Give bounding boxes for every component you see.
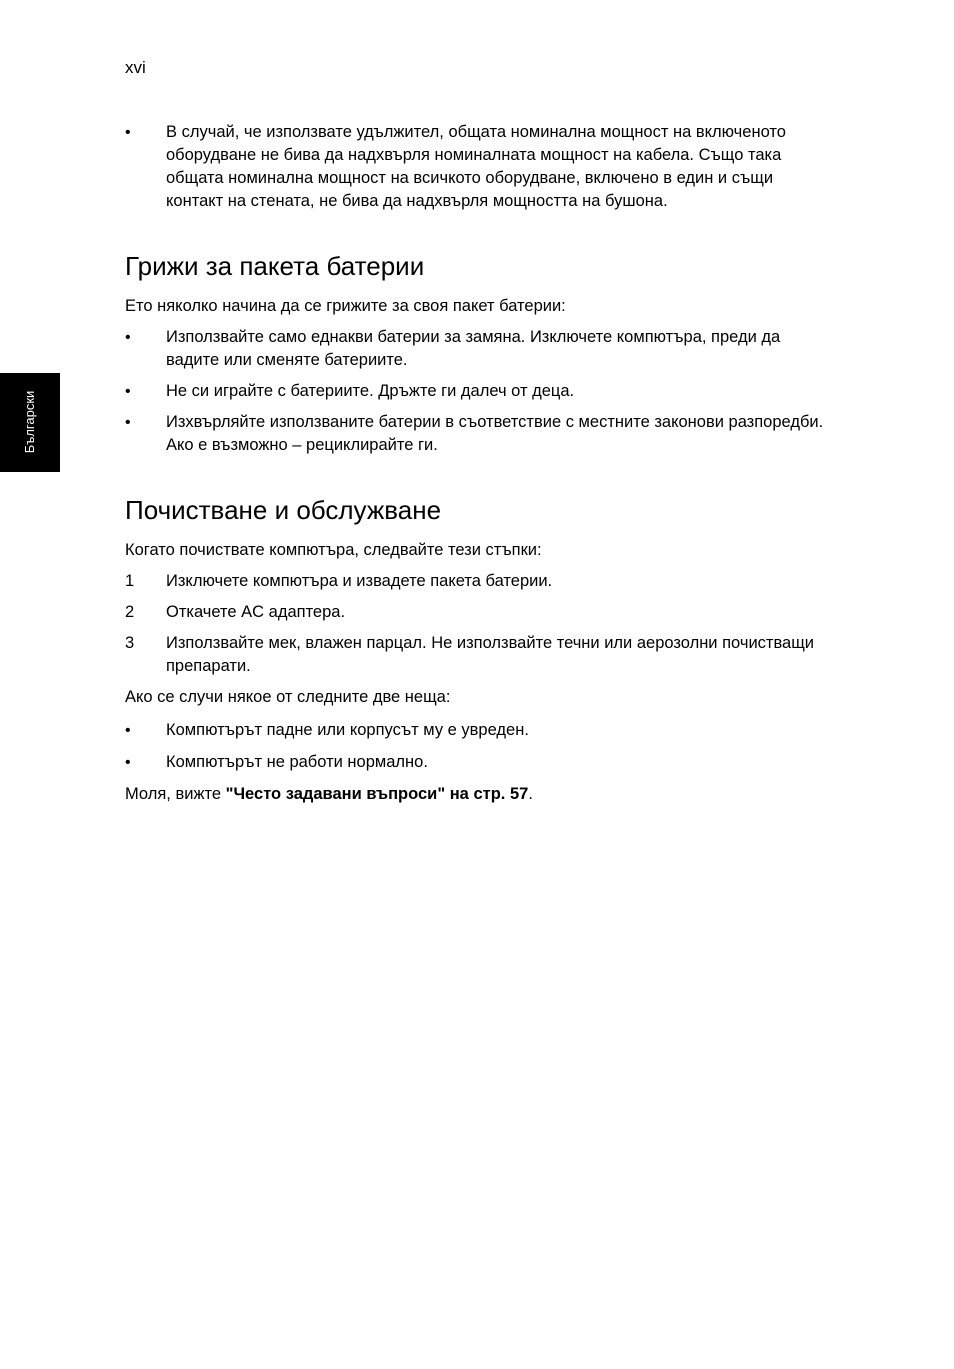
list-item <box>125 751 825 774</box>
list-item-text: В случай, че използвате удължител, общата номинална мощност на включеното оборудване не бива да надхвърля номиналната мощност на кабела. Също така общата номинална мощност на всичкото оборудване, включено в един и същи контакт на стената, не бива да надхвърля мощността на бушона. <box>166 123 786 210</box>
list-item <box>125 632 825 678</box>
page-number: xvi <box>125 58 146 77</box>
cleaning-heading: Почистване и обслужване <box>125 495 442 525</box>
page-content <box>125 121 825 814</box>
intro-bullet-list <box>125 121 825 213</box>
bullet-icon: • <box>125 414 131 431</box>
list-item <box>125 601 825 624</box>
list-item <box>125 326 825 372</box>
bullet-icon: • <box>125 383 131 400</box>
list-item-text: Използвайте мек, влажен парцал. Не използвайте течни или аерозолни почистващи препарати. <box>166 634 815 675</box>
battery-heading: Грижи за пакета батерии <box>125 251 425 281</box>
bullet-icon: • <box>125 722 131 739</box>
see-also-prefix: Моля, вижте <box>125 785 226 803</box>
list-item <box>125 570 825 593</box>
list-item-text: Изключете компютъра и извадете пакета батерии. <box>166 572 553 590</box>
step-number: 1 <box>125 572 135 590</box>
cleaning-steps-list <box>125 570 825 678</box>
faq-reference-link[interactable]: "Често задавани въпроси" на стр. 57 <box>225 785 529 803</box>
list-item <box>125 380 825 403</box>
list-item-text: Откачете AC адаптера. <box>166 603 346 621</box>
cleaning-intro: Когато почиствате компютъра, следвайте тези стъпки: <box>125 541 542 559</box>
list-item <box>125 121 825 213</box>
cleaning-if-text: Ако се случи някое от следните две неща: <box>125 688 451 706</box>
list-item <box>125 719 825 742</box>
list-item-text: Не си играйте с батериите. Дръжте ги далеч от деца. <box>166 382 575 400</box>
language-tab <box>0 373 60 472</box>
bullet-icon: • <box>125 124 131 141</box>
list-item <box>125 411 825 457</box>
cleaning-if-list <box>125 719 825 774</box>
bullet-icon: • <box>125 754 131 771</box>
battery-intro: Ето няколко начина да се грижите за своя пакет батерии: <box>125 297 566 315</box>
bullet-icon: • <box>125 329 131 346</box>
language-tab-label: Български <box>22 390 37 454</box>
list-item-text: Компютърът не работи нормално. <box>166 753 428 771</box>
list-item-text: Използвайте само еднакви батерии за замяна. Изключете компютъра, преди да вадите или сменяте батериите. <box>166 328 781 369</box>
battery-bullet-list <box>125 326 825 457</box>
see-also-paragraph <box>125 783 825 806</box>
step-number: 3 <box>125 634 135 652</box>
list-item-text: Изхвърляйте използваните батерии в съответствие с местните законови разпоредби. Ако е възможно – рециклирайте ги. <box>166 413 824 454</box>
list-item-text: Компютърът падне или корпусът му е увреден. <box>166 721 529 739</box>
see-also-suffix: . <box>528 785 533 803</box>
step-number: 2 <box>125 603 135 621</box>
